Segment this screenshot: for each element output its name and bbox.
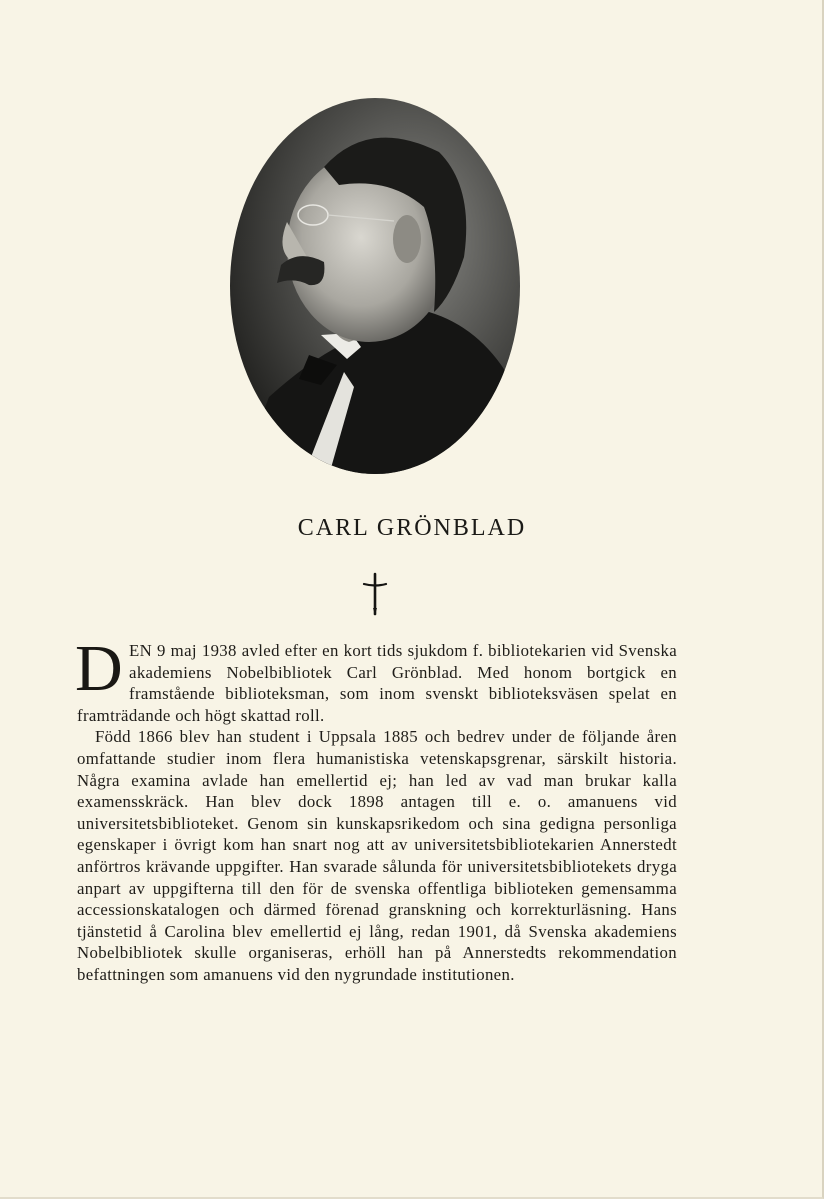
drop-cap: D [75, 632, 124, 705]
paragraph-2: Född 1866 blev han student i Uppsala 1885 och bedrev under de följande åren omfattande studier inom flera humanistiska vetenskapsgrenar, särskilt historia. Några examina avlade han emellertid ej; han led av vad man brukar kalla examensskräck. Han blev dock 1898 antagen till e. o. amanuens vid universitetsbiblioteket. Genom sin kunskapsrikedom och sina gedigna personliga egenskaper i övrigt kom han snart nog att av universitetsbibliotekarien Annerstedt anförtros krävande uppgifter. Han svarade sålunda för universitetsbibliotekets dryga anpart av uppgifterna till den för de svenska offentliga biblioteken gemensamma accessionskatalogen och därmed förenad granskning och korrekturläsning. Hans tjänstetid å Carolina blev emellertid ej lång, redan 1901, då Svenska akademiens Nobelbibliotek skulle organiseras, erhöll han på Annerstedts rekommendation befattningen som amanuens vid den nygrundade institutionen. [77, 727, 677, 984]
page-title: CARL GRÖNBLAD [297, 515, 527, 541]
oval-portrait [229, 97, 521, 475]
paragraph-1-text: EN 9 maj 1938 avled efter en kort tids sjukdom f. bibliotekarien vid Svenska akademiens Nobelbibliotek Carl Grönblad. Med honom bortgick en framstående biblioteksman, som inom svenskt biblioteksväsen spelat en framträdande och högt skattad roll. [77, 641, 677, 725]
paragraph-1 [75, 632, 677, 726]
portrait-image [229, 97, 521, 475]
obituary-text [75, 632, 677, 986]
cross-icon [361, 572, 389, 616]
